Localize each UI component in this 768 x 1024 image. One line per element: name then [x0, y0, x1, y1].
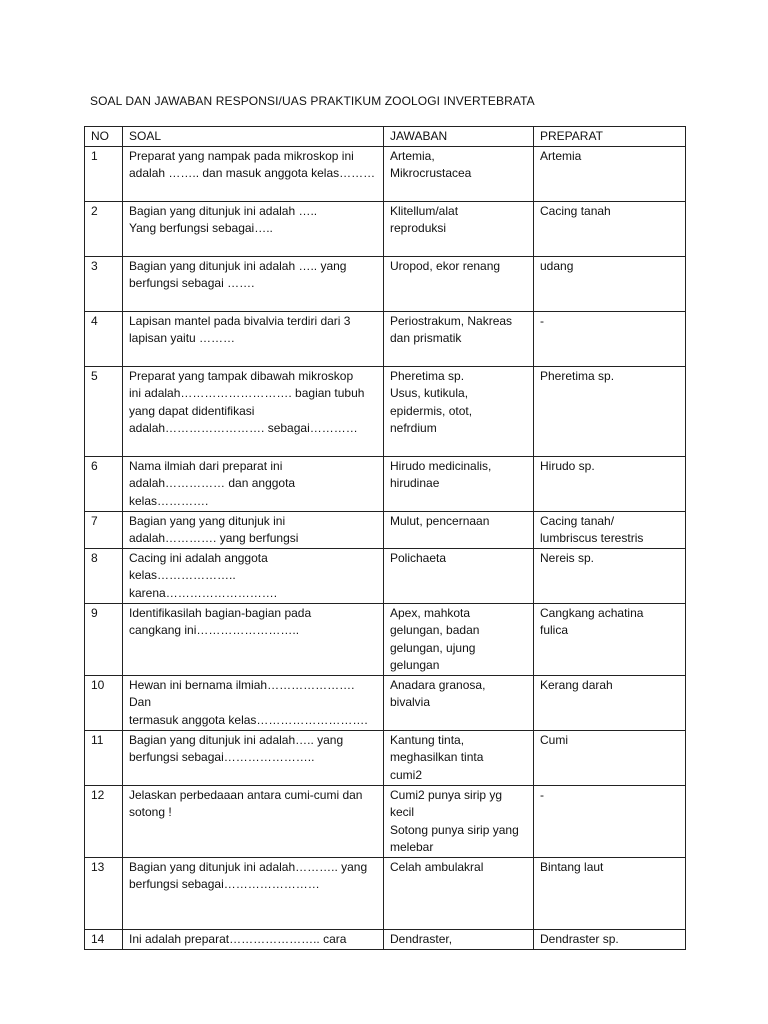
- table-row: [85, 366, 686, 456]
- cell-soal: Jelaskan perbedaaan antara cumi-cumi dan sotong !: [123, 785, 384, 857]
- cell-soal: Bagian yang ditunjuk ini adalah……….. yang berfungsi sebagai……………………: [123, 857, 384, 929]
- cell-no: 14: [85, 929, 123, 949]
- table-row: [85, 603, 686, 675]
- table-row: [85, 675, 686, 730]
- cell-jawaban: Apex, mahkota gelungan, badan gelungan, ujung gelungan: [384, 603, 534, 675]
- cell-jawaban: Uropod, ekor renang: [384, 256, 534, 311]
- cell-no: 4: [85, 311, 123, 366]
- cell-no: 5: [85, 366, 123, 456]
- cell-soal: Preparat yang tampak dibawah mikroskop ini adalah………………………. bagian tubuh yang dapat didentifikasi adalah……………………. sebagai…………: [123, 366, 384, 456]
- cell-jawaban: Kantung tinta, meghasilkan tinta cumi2: [384, 730, 534, 785]
- cell-soal: Identifikasilah bagian-bagian pada cangkang ini……………………..: [123, 603, 384, 675]
- cell-soal: Ini adalah preparat………………….. cara: [123, 929, 384, 949]
- table-row: [85, 785, 686, 857]
- table-row: [85, 548, 686, 603]
- cell-preparat: Cumi: [534, 730, 686, 785]
- cell-jawaban: Klitellum/alat reproduksi: [384, 201, 534, 256]
- cell-no: 2: [85, 201, 123, 256]
- cell-jawaban: Celah ambulakral: [384, 857, 534, 929]
- cell-soal: Preparat yang nampak pada mikroskop ini adalah …….. dan masuk anggota kelas………: [123, 146, 384, 201]
- table-row: [85, 456, 686, 511]
- table-row: [85, 730, 686, 785]
- cell-soal: Lapisan mantel pada bivalvia terdiri dari 3 lapisan yaitu ………: [123, 311, 384, 366]
- cell-preparat: Cacing tanah/ lumbriscus terestris: [534, 511, 686, 548]
- cell-no: 12: [85, 785, 123, 857]
- cell-jawaban: Mulut, pencernaan: [384, 511, 534, 548]
- header-jawaban: JAWABAN: [384, 127, 534, 147]
- cell-jawaban: Cumi2 punya sirip yg kecil Sotong punya sirip yang melebar: [384, 785, 534, 857]
- table-row: [85, 929, 686, 949]
- table-row: [85, 311, 686, 366]
- cell-no: 8: [85, 548, 123, 603]
- cell-preparat: Cangkang achatina fulica: [534, 603, 686, 675]
- table-body: [85, 127, 686, 950]
- cell-soal: Bagian yang ditunjuk ini adalah ….. yang berfungsi sebagai …….: [123, 256, 384, 311]
- table-row: [85, 857, 686, 929]
- cell-soal: Bagian yang ditunjuk ini adalah….. yang berfungsi sebagai…………………..: [123, 730, 384, 785]
- cell-jawaban: Hirudo medicinalis, hirudinae: [384, 456, 534, 511]
- cell-soal: Cacing ini adalah anggota kelas……………….. karena……………………….: [123, 548, 384, 603]
- cell-preparat: Pheretima sp.: [534, 366, 686, 456]
- cell-preparat: -: [534, 785, 686, 857]
- cell-preparat: -: [534, 311, 686, 366]
- header-soal: SOAL: [123, 127, 384, 147]
- cell-preparat: Kerang darah: [534, 675, 686, 730]
- cell-preparat: Bintang laut: [534, 857, 686, 929]
- cell-no: 13: [85, 857, 123, 929]
- table-header-row: [85, 127, 686, 147]
- cell-soal: Bagian yang ditunjuk ini adalah ….. Yang berfungsi sebagai…..: [123, 201, 384, 256]
- cell-jawaban: Dendraster,: [384, 929, 534, 949]
- cell-jawaban: Artemia, Mikrocrustacea: [384, 146, 534, 201]
- cell-preparat: udang: [534, 256, 686, 311]
- cell-no: 1: [85, 146, 123, 201]
- cell-jawaban: Pheretima sp. Usus, kutikula, epidermis, otot, nefrdium: [384, 366, 534, 456]
- cell-preparat: Hirudo sp.: [534, 456, 686, 511]
- table-row: [85, 511, 686, 548]
- cell-preparat: Dendraster sp.: [534, 929, 686, 949]
- header-no: NO: [85, 127, 123, 147]
- question-answer-table: [84, 126, 686, 950]
- cell-preparat: Artemia: [534, 146, 686, 201]
- cell-jawaban: Polichaeta: [384, 548, 534, 603]
- document-title: SOAL DAN JAWABAN RESPONSI/UAS PRAKTIKUM ZOOLOGI INVERTEBRATA: [90, 94, 535, 108]
- cell-jawaban: Periostrakum, Nakreas dan prismatik: [384, 311, 534, 366]
- cell-no: 3: [85, 256, 123, 311]
- cell-soal: Nama ilmiah dari preparat ini adalah…………… dan anggota kelas………….: [123, 456, 384, 511]
- cell-jawaban: Anadara granosa, bivalvia: [384, 675, 534, 730]
- cell-soal: Hewan ini bernama ilmiah…………………. Dan termasuk anggota kelas……………………….: [123, 675, 384, 730]
- cell-preparat: Nereis sp.: [534, 548, 686, 603]
- cell-no: 10: [85, 675, 123, 730]
- cell-no: 7: [85, 511, 123, 548]
- table-row: [85, 146, 686, 201]
- header-preparat: PREPARAT: [534, 127, 686, 147]
- cell-no: 9: [85, 603, 123, 675]
- cell-no: 6: [85, 456, 123, 511]
- cell-no: 11: [85, 730, 123, 785]
- table-row: [85, 256, 686, 311]
- cell-preparat: Cacing tanah: [534, 201, 686, 256]
- table-row: [85, 201, 686, 256]
- cell-soal: Bagian yang yang ditunjuk ini adalah…………. yang berfungsi: [123, 511, 384, 548]
